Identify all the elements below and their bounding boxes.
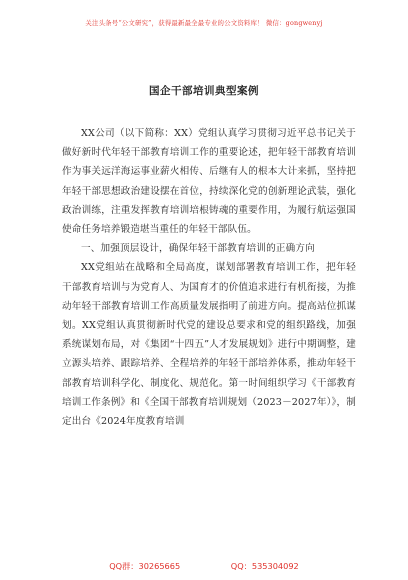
footer-contact — [0, 561, 408, 572]
document-body — [62, 124, 356, 431]
section-heading-1: 一、加强顶层设计，确保年轻干部教育培训的正确方向 — [81, 243, 315, 255]
paragraph-section-1: XX党组站在战略和全局高度，谋划部署教育培训工作，把年轻干部教育培训与为党育人、为国育才的价值追求进行有机衔接，为推动年轻干部教育培训工作高质量发展指明了前进方向。提高站位抓谋划。XX党组认真贯彻新时代党的建设总要求和党的组织路线，加强系统谋划布局，对《集团“十四五”人才发展规划》进行中期调整，建立源头培养、跟踪培养、全程培养的年轻干部培养体系，推动年轻干部教育培训科学化、制度化、规范化。第一时间组织学习《干部教育培训工作条例》和《全国干部教育培训规划（2023－2027年）》，制定出台《2024年度教育培训 — [62, 262, 356, 428]
header-banner: 关注头条号“公文研究”，获得最新最全最专业的公文资料库！ 微信：gongwenyj — [85, 19, 323, 27]
footer-qq-group: QQ群：30265665 — [109, 561, 181, 571]
document-title: 国企干部培训典型案例 — [149, 85, 259, 97]
paragraph-intro: XX公司（以下简称：XX）党组认真学习贯彻习近平总书记关于做好新时代年轻干部教育培训工作的重要论述，把年轻干部教育培训作为事关远洋海运事业薪火相传、后继有人的根本大计来抓，坚持把年轻干部思想政治建设摆在首位，持续深化党的创新理论武装，强化政治训练，注重发挥教育培训培根铸魂的重要作用，为履行航运强国使命任务培养锻造堪当重任的年轻干部队伍。 — [62, 128, 356, 236]
footer-qq: QQ：535304092 — [230, 561, 299, 571]
